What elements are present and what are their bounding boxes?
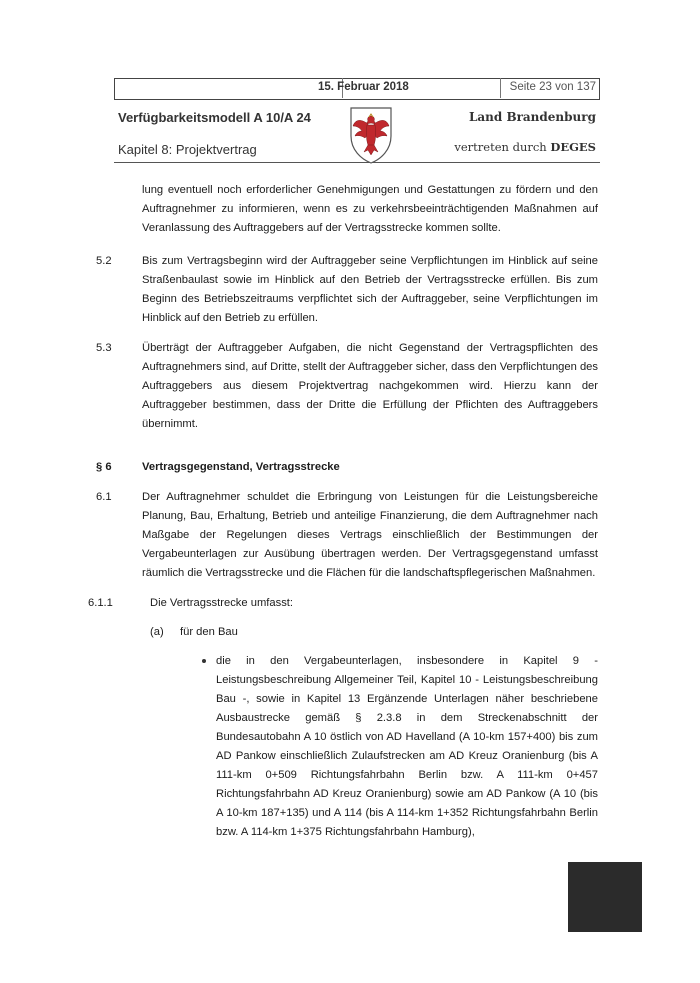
section-heading-title: Vertragsgegenstand, Vertragsstrecke [142,461,340,473]
bullet-paragraph: die in den Vergabeunterlagen, insbesondere in Kapitel 9 - Leistungsbeschreibung Allgemeiner Teil, Kapitel 10 - Leistungsbeschreibung Bau -, sowie in Kapitel 13 Ergänzende Unterlagen näher beschriebene Ausbaustrecke gemäß § 2.3.8 in dem Streckenabschnitt der Bundesautobahn A 10 östlich von AD Havelland (A 10-km 157+400) bis zum AD Pankow einschließlich Zulaufstrecken am AD Kreuz Oranienburg (bis A 111-km 0+509 Richtungsfahrbahn Berlin bzw. A 111-km 0+457 Richtungsfahrbahn AD Kreuz Oranienburg) sowie am AD Pankow (A 10 (bis A 10-km 187+135) und A 114 (bis A 114-km 1+352 Richtungsfahrbahn Berlin bzw. A 114-km 1+375 Richtungsfahrbahn Hamburg), [216,655,598,838]
brandenburg-eagle-crest-icon [338,104,404,166]
section-number: 5.3 [96,342,112,354]
section-number: 5.2 [96,255,112,267]
header-divider [500,78,501,98]
subsection-number: 6.1.1 [88,597,113,609]
list-item-label: (a) [150,626,164,638]
org-rep-prefix: vertreten durch [454,140,551,154]
section-text: Überträgt der Auftraggeber Aufgaben, die nicht Gegenstand der Vertragspflichten des Auftragnehmers sind, auf Dritte, stellt der Auftraggeber sicher, dass den Verpflichtungen des Auftraggebers aus diesem Projektvertrag nachgekommen wird. Hierzu kann der Auftraggeber bestimmen, dass der Dritte die Erfüllung der Pflichten des Auftraggebers übernimmt. [142,342,598,430]
org-rep-name: DEGES [550,140,596,154]
section-number: 6.1 [96,491,112,503]
subsection-text: Die Vertragsstrecke umfasst: [150,597,294,609]
intro-paragraph: lung eventuell noch erforderlicher Genehmigungen und Gestattungen zu fördern und den Auftragnehmer zu informieren, wenn es zu verkehrsbeeinträchtigenden Maßnahmen auf Veranlassung des Auftraggebers auf der Vertragsstrecke kommen sollte. [142,184,598,234]
organization-name: Land Brandenburg [468,110,596,124]
header-page-number: Seite 23 von 137 [509,81,596,93]
header-date: 15. Februar 2018 [318,81,409,93]
section-heading-number: § 6 [96,461,112,473]
document-chapter: Kapitel 8: Projektvertrag [118,142,257,157]
redaction-block [568,862,642,932]
organization-representative [454,140,596,154]
list-item-text: für den Bau [180,626,238,638]
section-text: Bis zum Vertragsbeginn wird der Auftraggeber seine Verpflichtungen im Hinblick auf seine Straßenbaulast sowie im Hinblick auf den Betrieb der Vertragsstrecke erfüllen. Bis zum Beginn des Betriebszeitraums verpflichtet sich der Auftraggeber, seine Verpflichtungen im Hinblick auf den Betrieb zu erfüllen. [142,255,598,324]
bullet-icon [202,659,206,663]
document-title: Verfügbarkeitsmodell A 10/A 24 [118,110,311,125]
section-text: Der Auftragnehmer schuldet die Erbringung von Leistungen für die Leistungsbereiche Planung, Bau, Erhaltung, Betrieb und anteilige Finanzierung, die dem Auftragnehmer nach Maßgabe der Regelungen dieses Vertrags einschließlich der Bestimmungen der Vergabeunterlagen zur Ausübung übertragen werden. Der Vertragsgegenstand umfasst räumlich die Vertragsstrecke und die Flächen für die landschaftspflegerischen Maßnahmen. [142,491,598,579]
